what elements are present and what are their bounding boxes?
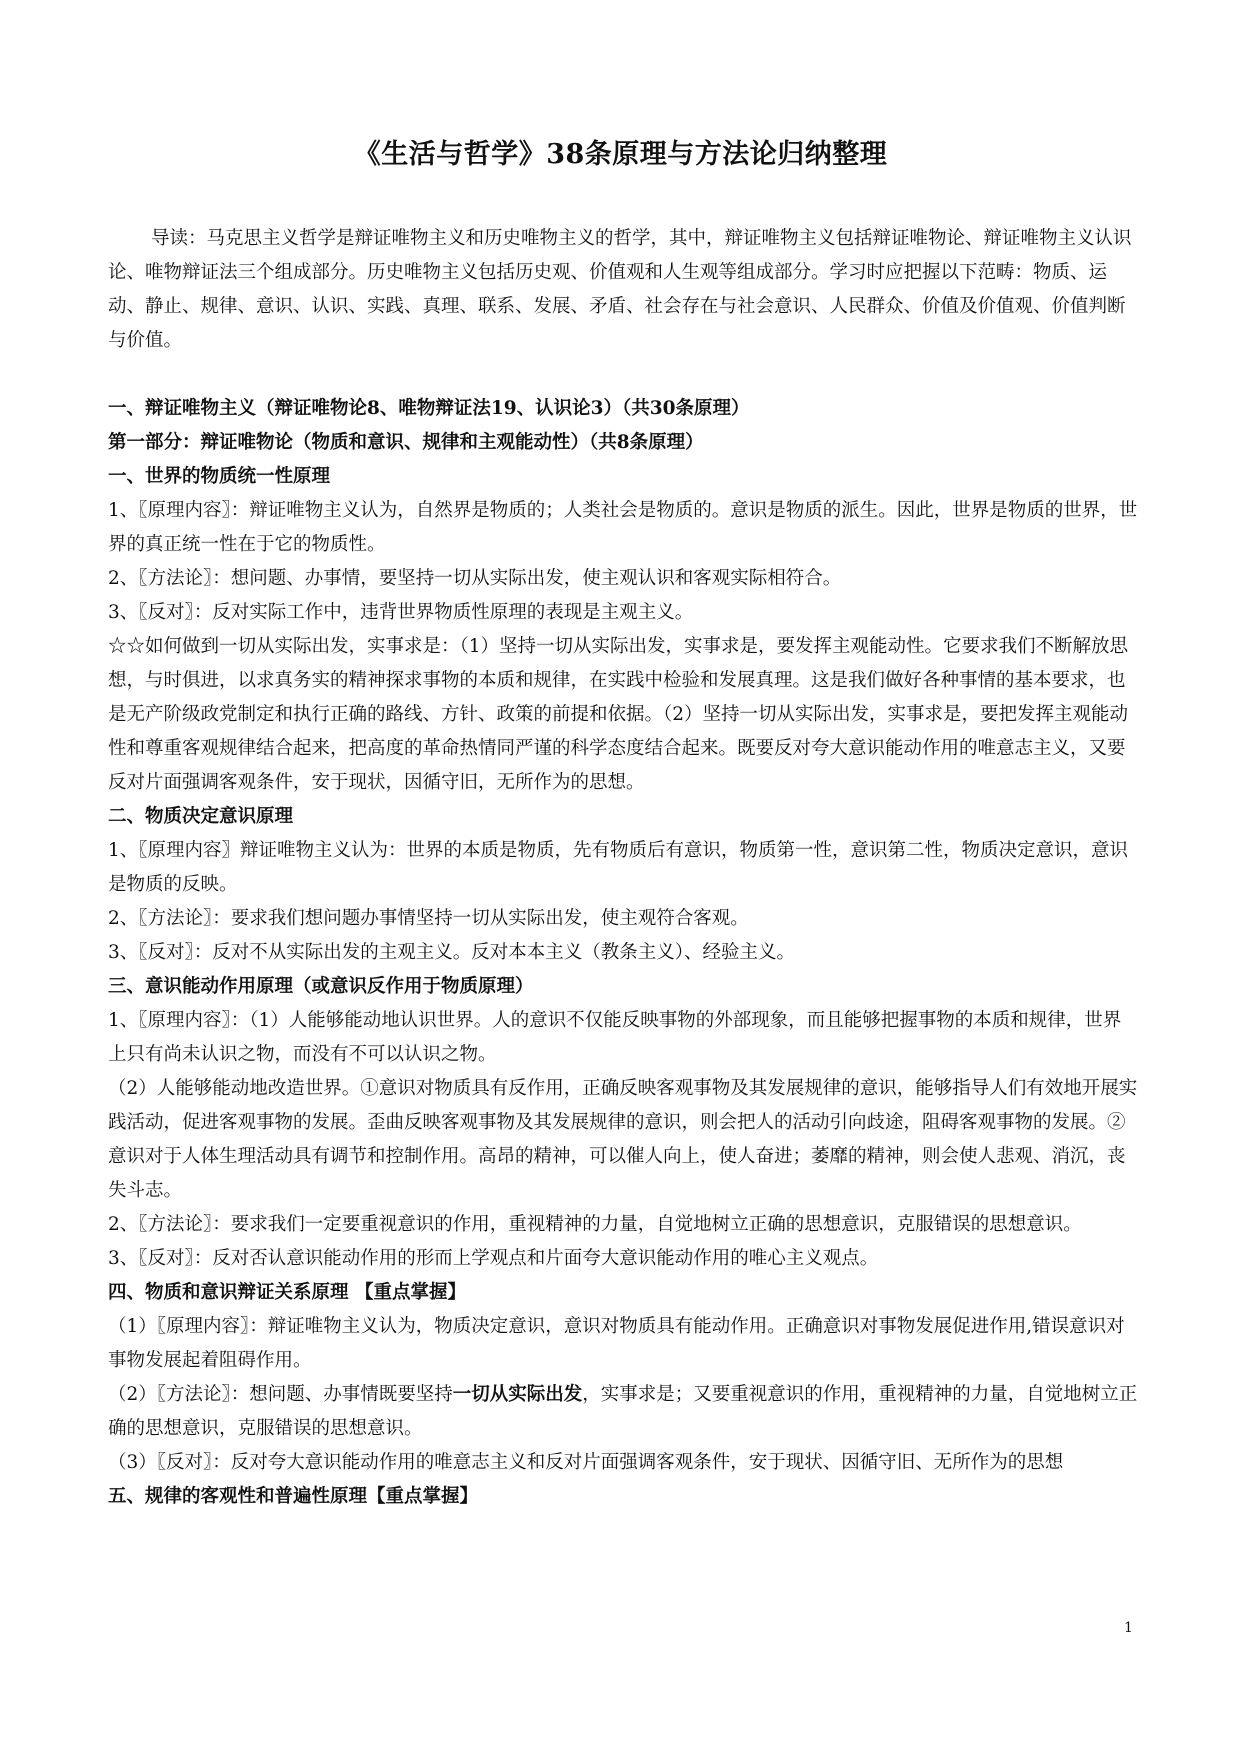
paragraph: （1）〖原理内容〗：辩证唯物主义认为，物质决定意识，意识对物质具有能动作用。正确意识对事物发展促进作用,错误意识对事物发展起着阻碍作用。 (108, 1316, 1125, 1371)
text-run: （2）〖方法论〗：想问题、办事情既要坚持 (108, 1384, 453, 1405)
document-title: 《生活与哲学》38条原理与方法论归纳整理 (353, 139, 888, 170)
part-heading: 一、辩证唯物主义（辩证唯物论8、唯物辩证法19、认识论3）（共30条原理） (108, 398, 750, 419)
spacer (108, 358, 1138, 392)
paragraph: 2、〖方法论〗：要求我们想问题办事情坚持一切从实际出发，使主观符合客观。 (108, 908, 749, 929)
paragraph: 3、〖反对〗：反对不从实际出发的主观主义。反对本本主义（教条主义）、经验主义。 (108, 942, 796, 963)
paragraph: （2）人能够能动地改造世界。①意识对物质具有反作用，正确反映客观事物及其发展规律的意识，能够指导人们有效地开展实践活动，促进客观事物的发展。歪曲反映客观事物及其发展规律的意识，则会把人的活动引向歧途，阻碍客观事物的发展。②意识对于人体生理活动具有调节和控制作用。高昂的精神，可以催人向上，使人奋进；萎靡的精神，则会使人悲观、消沉，丧失斗志。 (108, 1078, 1138, 1201)
paragraph: 2、〖方法论〗：想问题、办事情，要坚持一切从实际出发，使主观认识和客观实际相符合。 (108, 568, 842, 589)
paragraph: ☆☆如何做到一切从实际出发，实事求是：（1）坚持一切从实际出发，实事求是，要发挥主观能动性。它要求我们不断解放思想，与时俱进，以求真务实的精神探求事物的本质和规律，在实践中检验和发展真理。这是我们做好各种事情的基本要求，也是无产阶级政党制定和执行正确的路线、方针、政策的前提和依据。（2）坚持一切从实际出发，实事求是，要把发挥主观能动性和尊重客观规律结合起来，把高度的革命热情同严谨的科学态度结合起来。既要反对夸大意识能动作用的唯意志主义，又要反对片面强调客观条件，安于现状，因循守旧，无所作为的思想。 (108, 636, 1129, 793)
section-heading: 第一部分：辩证唯物论（物质和意识、规律和主观能动性）（共8条原理） (108, 432, 704, 453)
paragraph: 3、〖反对〗：反对否认意识能动作用的形而上学观点和片面夸大意识能动作用的唯心主义观点。 (108, 1248, 879, 1269)
page-number: 1 (1124, 1620, 1133, 1636)
principle-heading-1: 一、世界的物质统一性原理 (108, 466, 331, 487)
principle-heading-4: 四、物质和意识辩证关系原理 【重点掌握】 (108, 1282, 466, 1303)
paragraph: 2、〖方法论〗：要求我们一定要重视意识的作用，重视精神的力量，自觉地树立正确的思想意识，克服错误的思想意识。 (108, 1214, 1082, 1235)
paragraph: 1、〖原理内容〗：（1）人能够能动地认识世界。人的意识不仅能反映事物的外部现象，而且能够把握事物的本质和规律，世界上只有尚未认识之物，而没有不可以认识之物。 (108, 1010, 1122, 1065)
document-body (108, 222, 1138, 1514)
principle-heading-3: 三、意识能动作用原理（或意识反作用于物质原理） (108, 976, 534, 997)
paragraph: 1、〖原理内容〗辩证唯物主义认为：世界的本质是物质，先有物质后有意识，物质第一性，意识第二性，物质决定意识，意识是物质的反映。 (108, 840, 1129, 895)
paragraph: （3）〖反对〗：反对夸大意识能动作用的唯意志主义和反对片面强调客观条件，安于现状、因循守旧、无所作为的思想 (108, 1452, 1064, 1473)
text-run: ，实事求是；又要重视意识的作用，重视精神的力量，自觉地树立正确的思想意识，克服错误的思想意识。 (108, 1384, 1138, 1439)
principle-heading-2: 二、物质决定意识原理 (108, 806, 294, 827)
paragraph (108, 1378, 1138, 1446)
intro-paragraph: 导读：马克思主义哲学是辩证唯物主义和历史唯物主义的哲学，其中，辩证唯物主义包括辩证唯物论、辩证唯物主义认识论、唯物辩证法三个组成部分。历史唯物主义包括历史观、价值观和人生观等组成部分。学习时应把握以下范畴：物质、运动、静止、规律、意识、认识、实践、真理、联系、发展、矛盾、社会存在与社会意识、人民群众、价值及价值观、价值判断与价值。 (108, 228, 1132, 351)
paragraph: 3、〖反对〗：反对实际工作中，违背世界物质性原理的表现是主观主义。 (108, 602, 694, 623)
paragraph: 1、〖原理内容〗：辩证唯物主义认为，自然界是物质的；人类社会是物质的。意识是物质的派生。因此，世界是物质的世界，世界的真正统一性在于它的物质性。 (108, 500, 1138, 555)
emphasis-text: 一切从实际出发 (452, 1384, 583, 1405)
principle-heading-5: 五、规律的客观性和普遍性原理【重点掌握】 (108, 1486, 479, 1507)
